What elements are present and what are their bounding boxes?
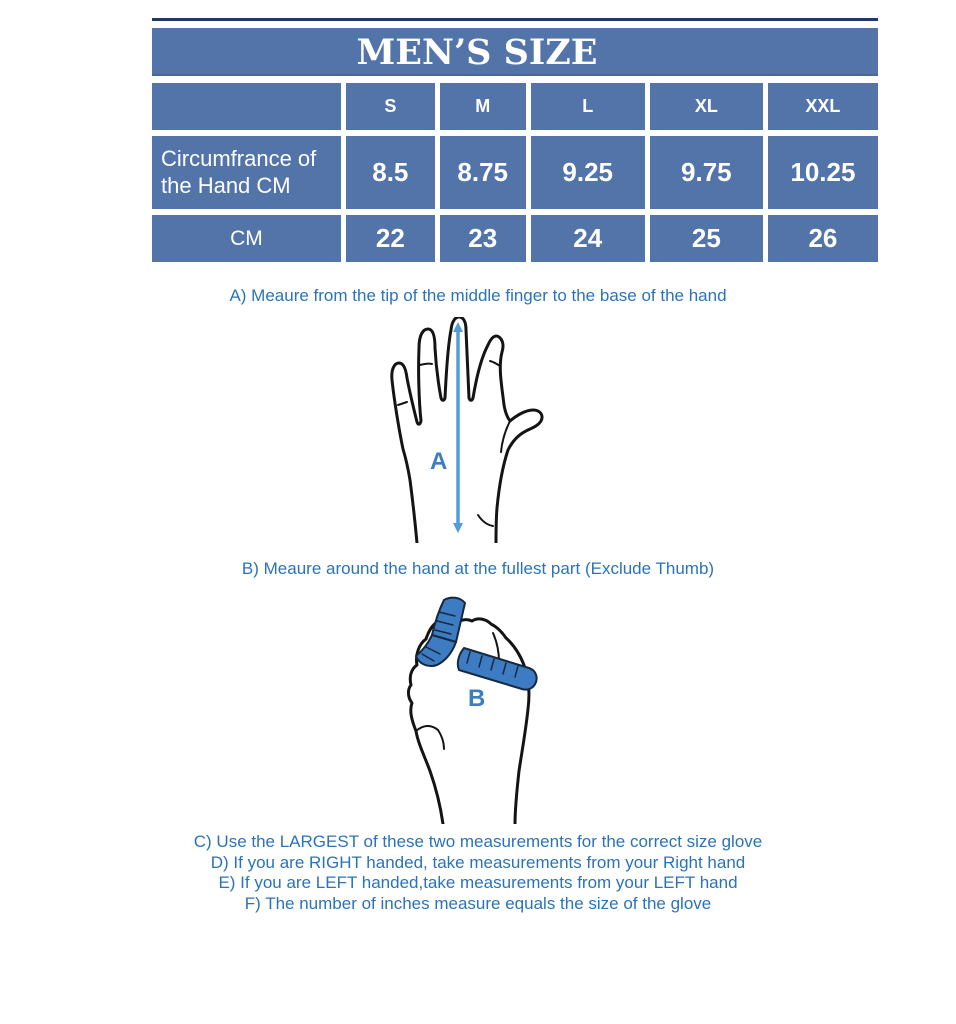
size-header-s: S [346,83,435,130]
table-title: MEN’S SIZE [356,31,598,73]
mens-size-table [152,18,878,262]
cm-value-xxl: 26 [768,215,878,262]
fist-measure-diagram [398,592,548,824]
instruction-d: D) If you are RIGHT handed, take measurements from your Right hand [210,852,746,872]
row-label-circumference: Circumfrance of the Hand CM [152,136,341,209]
size-header-xl: XL [650,83,763,130]
cm-value-l: 24 [531,215,645,262]
open-hand-outline [392,317,542,543]
circumference-value-s: 8.5 [346,136,435,209]
table-title-bar [152,28,878,76]
circumference-value-xxl: 10.25 [768,136,878,209]
instruction-b: B) Meaure around the hand at the fullest part (Exclude Thumb) [241,559,715,578]
table-grid [152,83,878,262]
circumference-value-xl: 9.75 [650,136,763,209]
instruction-c: C) Use the LARGEST of these two measurements for the correct size glove [193,832,763,851]
circumference-value-l: 9.25 [531,136,645,209]
instruction-notes [0,832,956,914]
circumference-value-m: 8.75 [440,136,526,209]
size-header-m: M [440,83,526,130]
corner-cell [152,83,341,130]
cm-value-s: 22 [346,215,435,262]
fist-diagram-label: B [468,685,486,712]
size-header-l: L [531,83,645,130]
hand-diagram-label: A [430,448,448,475]
row-label-cm: CM [152,215,341,262]
instruction-e: E) If you are LEFT handed,take measurements from your LEFT hand [218,873,738,892]
instruction-f: F) The number of inches measure equals the size of the glove [244,893,712,913]
hand-measure-diagram [390,317,550,543]
size-header-xxl: XXL [768,83,878,130]
cm-value-m: 23 [440,215,526,262]
table-top-border [152,18,878,21]
instruction-a: A) Meaure from the tip of the middle finger to the base of the hand [229,286,727,305]
cm-value-xl: 25 [650,215,763,262]
